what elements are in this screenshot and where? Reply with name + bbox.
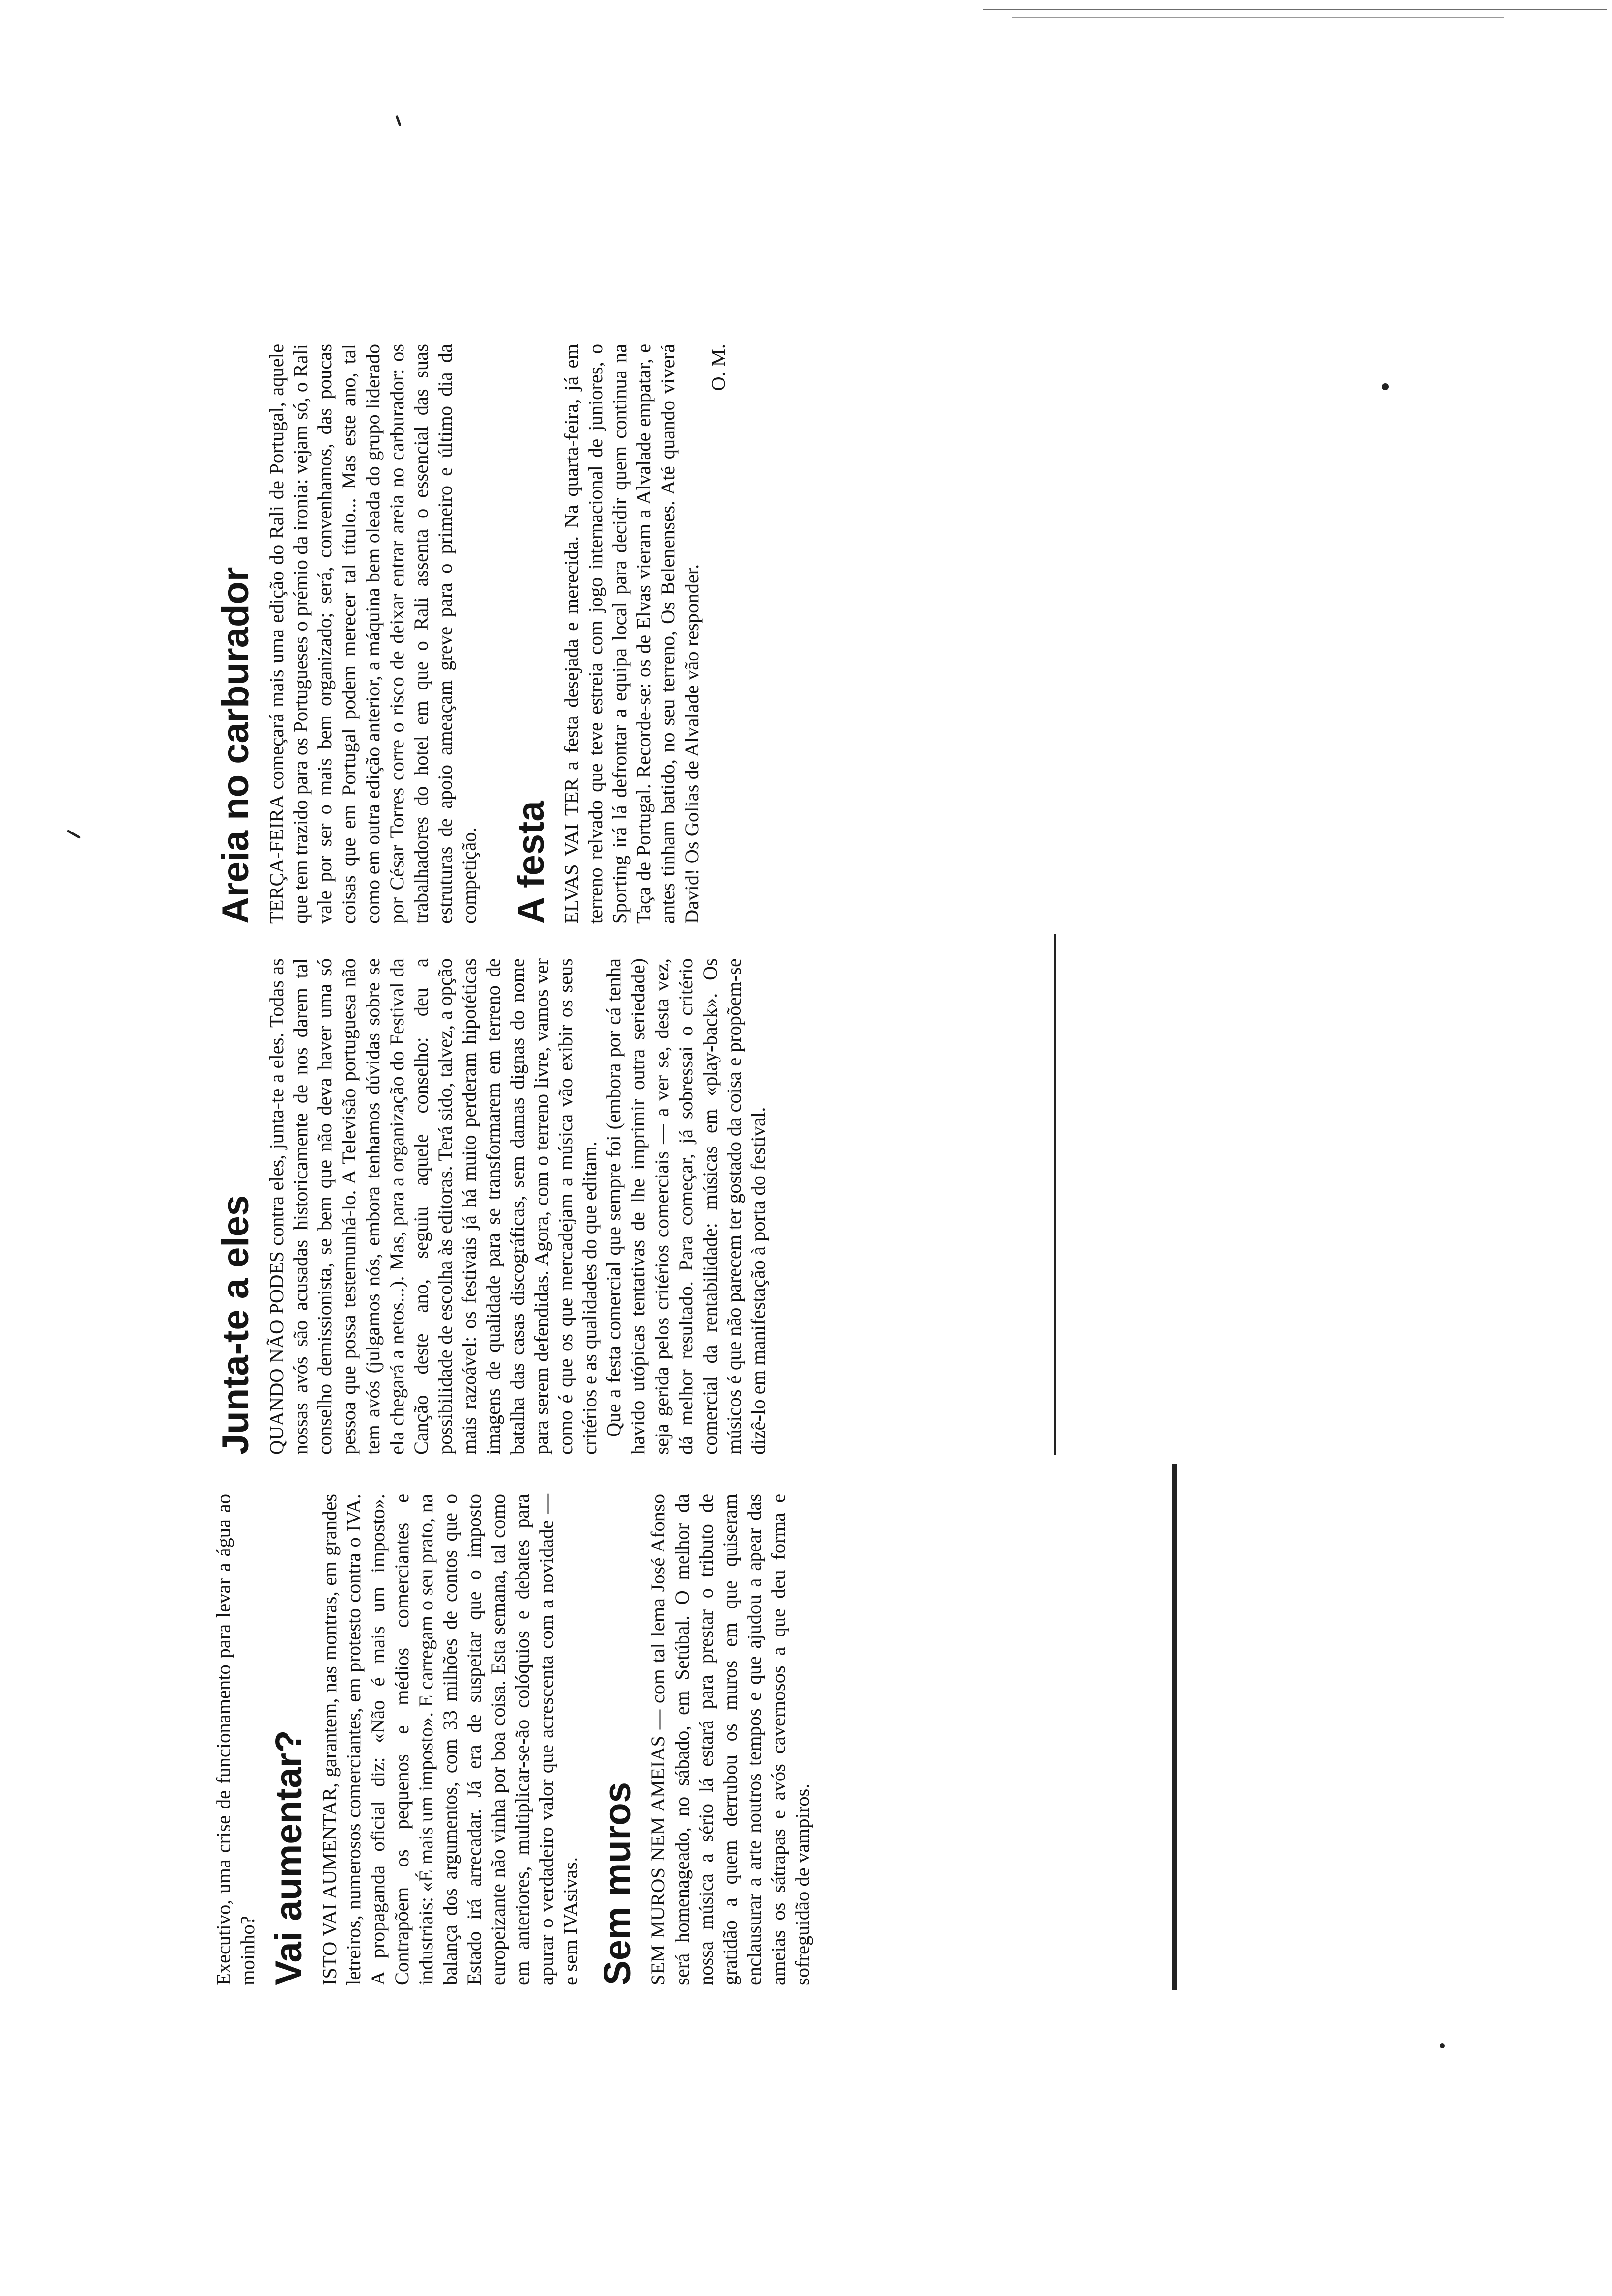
article-body [264, 344, 481, 924]
column-rule [1172, 1464, 1177, 1990]
column-3 [206, 344, 730, 924]
article-sem-muros [597, 1494, 815, 1985]
intro-text: Executivo, uma crise de funcionamento para levar a água ao moinho? [212, 1494, 259, 1985]
scan-speck [1382, 383, 1389, 390]
article-body [559, 344, 704, 924]
lead-words: ELVAS VAI TER [560, 778, 583, 924]
article-vai-aumentar [268, 1494, 582, 1985]
headline-areia-no-carburador: Areia no carburador [215, 567, 257, 924]
headline-vai-aumentar: Vai aumentar? [268, 1730, 310, 1985]
author-signature: O. M. [707, 344, 730, 391]
column-2 [206, 958, 770, 1455]
headline-sem-muros: Sem muros [596, 1782, 638, 1985]
body-text: contra eles, junta-te a eles. Todas as nossas avós são acusadas historicamente de nos darem tal conselho demissionista, se bem que não deva haver uma só pessoa que possa testemunhá-lo. A Televisão portuguesa não tem avós (julgamos nós, embora tenhamos dúvidas sobre se ela chegará a netos...). Mas, para a organização do Festival da Canção deste ano, seguiu aquele conselho: deu a possibilidade de escolha às editoras. Terá sido, talvez, a opção mais razoável: os festivais já há muito perderam hipotéticas imagens de qualidade para se transformarem em terreno de batalha das casas discográficas, sem damas dignas do nome para serem defendidas. Agora, com o terreno livre, vamos ver como é que os que mercadejam a música vão exibir os seus critérios e as qualidades do que editam. [265, 958, 601, 1455]
body-text: , garantem, nas montras, em grandes letreiros, numerosos comerciantes, em protesto contra o IVA. A propaganda oficial diz: «Não é mais um imposto». Contrapõem os pequenos e médios comerciantes e industriais: «É mais um imposto». E carregam o seu prato, na balança dos argumentos, com 33 milhões de contos que o Estado irá arrecadar. Já era de suspeitar que o imposto europeizante não vinha por boa coisa. Esta semana, tal como em anteriores, multiplicar-se-ão colóquios e debates para apurar o verdadeiro valor que acrescenta com a novidade — e sem IVAsivas. [318, 1493, 581, 1985]
article-areia-no-carburador [215, 344, 481, 924]
article-body-2: Que a festa comercial que sempre foi (embora por cá tenha havido utópicas tentativas de lhe imprimir outra seriedade) seja gerida pelos critérios comerciais — a ver se, desta vez, dá melhor resultado. Para começar, já sobressai o critério comercial da rentabilidade: músicas em «play-back». Os músicos é que não parecem ter gostado da coisa e propõem-se dizê-lo em manifestação à porta do festival. [602, 958, 769, 1455]
scan-line-top-2 [1012, 17, 1504, 18]
column-rule [1054, 934, 1056, 1455]
lead-words: SEM MUROS NEM AMEIAS [647, 1735, 669, 1985]
article-body [264, 958, 602, 1455]
scan-line-top [983, 9, 1607, 10]
scan-speck [1440, 2043, 1445, 2048]
article-junta-te-a-eles [215, 958, 770, 1455]
lead-words: TERÇA-FEIRA [265, 795, 288, 924]
article-body [646, 1494, 814, 1985]
lead-words: ISTO VAI AUMENTAR [318, 1787, 341, 1985]
article-a-festa [511, 344, 730, 924]
headline-junta-te-a-eles: Junta-te a eles [215, 1195, 257, 1455]
scan-speck [395, 115, 401, 126]
scan-speck [67, 830, 81, 839]
body-text: — com tal lema José Afonso será homenageado, no sábado, em Setúbal. O melhor da nossa música a sério lá estará para prestar o tributo de gratidão a quem derrubou os muros em que quiseram enclausurar a arte noutros tempos e que ajudou a apear das ameias os sátrapas e avós cavernosos a que deu forma e sofreguidão de vampiros. [647, 1494, 814, 1985]
article-body [317, 1494, 582, 1985]
lead-words: QUANDO NÃO PODES [265, 1251, 288, 1455]
body-text: começará mais uma edição do Rali de Portugal, aquele que tem trazido para os Portugueses o prémio da ironia: vejam só, o Rali vale por ser o mais bem organizado; será, convenhamos, das poucas coisas que em Portugal podem merecer tal título... Mas este ano, tal como em outra edição anterior, a máquina bem oleada do grupo liderado por César Torres corre o risco de deixar entrar areia no carburador: os trabalhadores do hotel em que o Rali assenta o essencial das suas estruturas de apoio ameaçam greve para o primeiro e último dia da competição. [265, 344, 480, 924]
headline-a-festa: A festa [510, 801, 552, 924]
column-1 [206, 1494, 814, 1985]
newspaper-clipping [206, 265, 1209, 2005]
body-text: a festa desejada e merecida. Na quarta-feira, já em terreno relvado que teve estreia com jogo internacional de juniores, o Sporting irá lá defrontar a equipa local para decidir quem continua na Taça de Portugal. Recorde-se: os de Elvas vieram a Alvalade empatar, e antes tinham batido, no seu terreno, Os Belenenses. Até quando viverá David! Os Golias de Alvalade vão responder. [560, 344, 703, 924]
